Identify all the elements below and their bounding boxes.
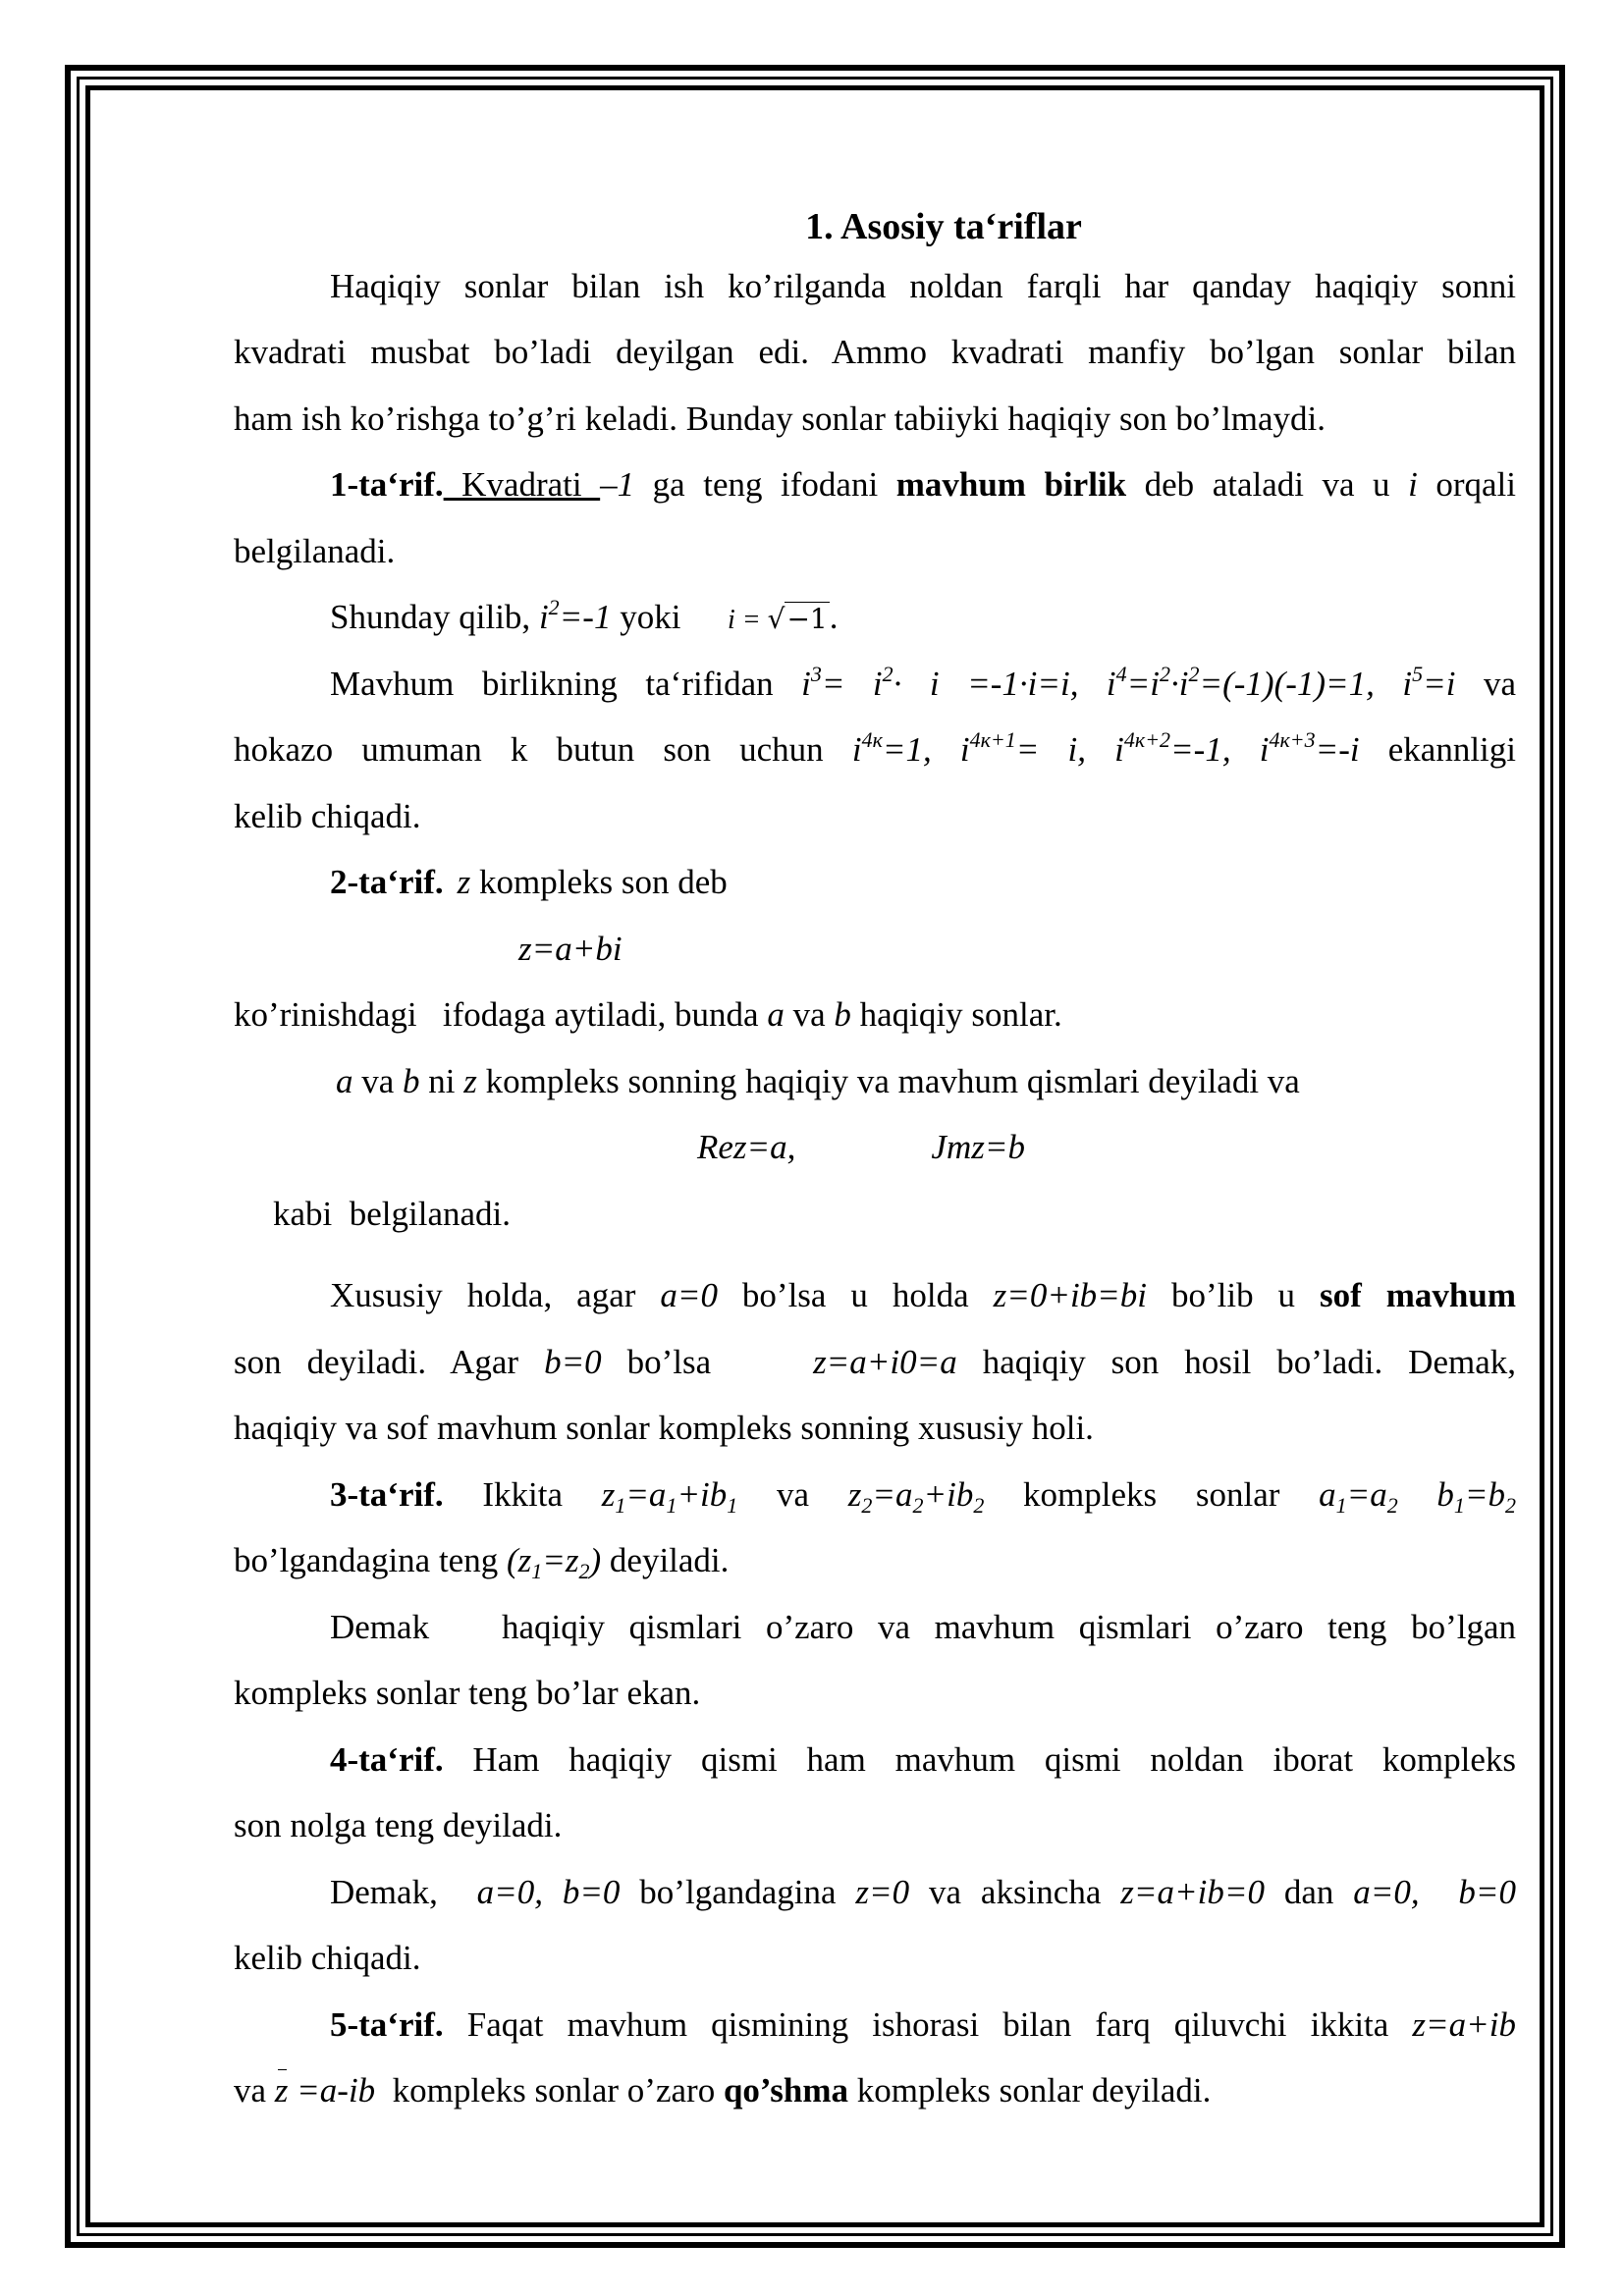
definition-2-line-3: ko’rinishdagi ifodaga aytiladi, bunda a va b haqiqiy sonlar.: [234, 995, 1062, 1034]
definition-1-line-1: 1-ta‘rif. Kvadrati –1 ga teng ifodani mavhum birlik deb ataladi va u i orqali: [330, 465, 1516, 504]
square-root-sign: √: [767, 603, 785, 635]
intro-paragraph-line-3: ham ish ko’rishga to’g’ri keladi. Bunday sonlar tabiiyki haqiqiy son bo’lmaydi.: [234, 399, 1326, 438]
term-imaginary-unit: mavhum birlik: [895, 465, 1127, 504]
definition-5-label: 5-ta‘rif.: [330, 2004, 444, 2044]
shunday-line: Shunday qilib, $i^2=-1$ yoki i = √−1.: [330, 595, 839, 636]
special-case-line-2: son deyiladi. Agar b=0 bo’lsa z=a+i0=a haqiqiy son hosil bo’ladi. Demak,: [234, 1342, 1516, 1381]
complex-number-formula: z=a+bi: [518, 929, 623, 968]
definition-2-line-6: kabi belgilanadi.: [273, 1194, 512, 1233]
definition-3-label: 3-ta‘rif.: [330, 1474, 444, 1514]
definition-4-line-2: son nolga teng deyiladi.: [234, 1806, 563, 1844]
powers-line-1: Mavhum birlikning ta‘rifidan $i^3= i^2\cdot i =-1\cdot i=i$, $i^4=i^2\cdot i^2=(-1)(-1)=1$, $i^5=i$ va: [330, 661, 1516, 703]
definition-2-line-1: 2-ta‘rif. z kompleks son deb: [330, 863, 728, 901]
special-case-line-1: Xususiy holda, agar a=0 bo’lsa u holda z=0+ib=bi bo’lib u sof mavhum: [330, 1276, 1516, 1314]
definition-4-line-1: 4-ta‘rif. Ham haqiqiy qismi ham mavhum qismi noldan iborat kompleks: [330, 1739, 1516, 1779]
definition-5-line-1: 5-ta‘rif. Faqat mavhum qismining ishorasi bilan farq qiluvchi ikkita z=a+ib: [330, 2004, 1516, 2044]
zero-note-line-2: kelib chiqadi.: [234, 1939, 421, 1977]
real-imag-formula: Rez=a, Jmz=b: [697, 1128, 1025, 1166]
powers-line-2: hokazo umuman k butun son uchun $i^{4к}=1$, $i^{4к+1}= i$, $i^{4к+2}=-1$, $i^{4к+3}=-i$ ekannligi: [234, 727, 1517, 769]
definition-2-line-4: a va b ni z kompleks sonning haqiqiy va mavhum qismlari deyiladi va: [336, 1061, 1300, 1100]
definition-5-line-2: va z =a-ib kompleks sonlar o’zaro qo’shma kompleks sonlar deyiladi.: [234, 2071, 1212, 2109]
section-title: 1. Asosiy ta‘riflar: [805, 206, 1082, 247]
conjugate-z-symbol: z: [274, 2071, 289, 2109]
definition-3-line-1: 3-ta‘rif. Ikkita $z_1=a_1+ib_1$ va $z_2=a_2+ib_2$ kompleks sonlar $a_1=a_2$ $b_1=b_2$: [330, 1474, 1517, 1518]
intro-paragraph-line-1: Haqiqiy sonlar bilan ish ko’rilganda noldan farqli har qanday haqiqiy sonni: [330, 266, 1516, 305]
definition-1-label: 1-ta‘rif.: [330, 465, 444, 504]
zero-note-line-1: Demak, a=0, b=0 bo’lgandagina z=0 va aksincha z=a+ib=0 dan a=0, b=0: [330, 1872, 1516, 1911]
term-conjugate: qo’shma: [723, 2071, 849, 2109]
equality-note-line-2: kompleks sonlar teng bo’lar ekan.: [234, 1674, 701, 1712]
powers-formula: $i^3= i^2\cdot i =-1\cdot i=i$, $i^4=i^2\cdot i^2=(-1)(-1)=1$,: [801, 661, 1375, 703]
definition-2-label: 2-ta‘rif.: [330, 863, 444, 901]
powers-line-3: kelib chiqadi.: [234, 796, 421, 835]
special-case-line-3: haqiqiy va sof mavhum sonlar kompleks sonning xususiy holi.: [234, 1409, 1094, 1447]
definition-3-line-2: bo’lgandagina teng $(z_1=z_2)$ deyiladi.: [234, 1541, 730, 1583]
definition-4-label: 4-ta‘rif.: [330, 1739, 444, 1779]
intro-paragraph-line-2: kvadrati musbat bo’ladi deyilgan edi. Ammo kvadrati manfiy bo’lgan sonlar bilan: [234, 333, 1516, 371]
definition-1-line-2: belgilanadi.: [234, 531, 396, 570]
term-pure-imaginary: sof mavhum: [1320, 1276, 1516, 1314]
document-body: [234, 187, 1516, 2124]
equality-note-line-1: Demak haqiqiy qismlari o’zaro va mavhum qismlari o’zaro teng bo’lgan: [330, 1607, 1516, 1646]
